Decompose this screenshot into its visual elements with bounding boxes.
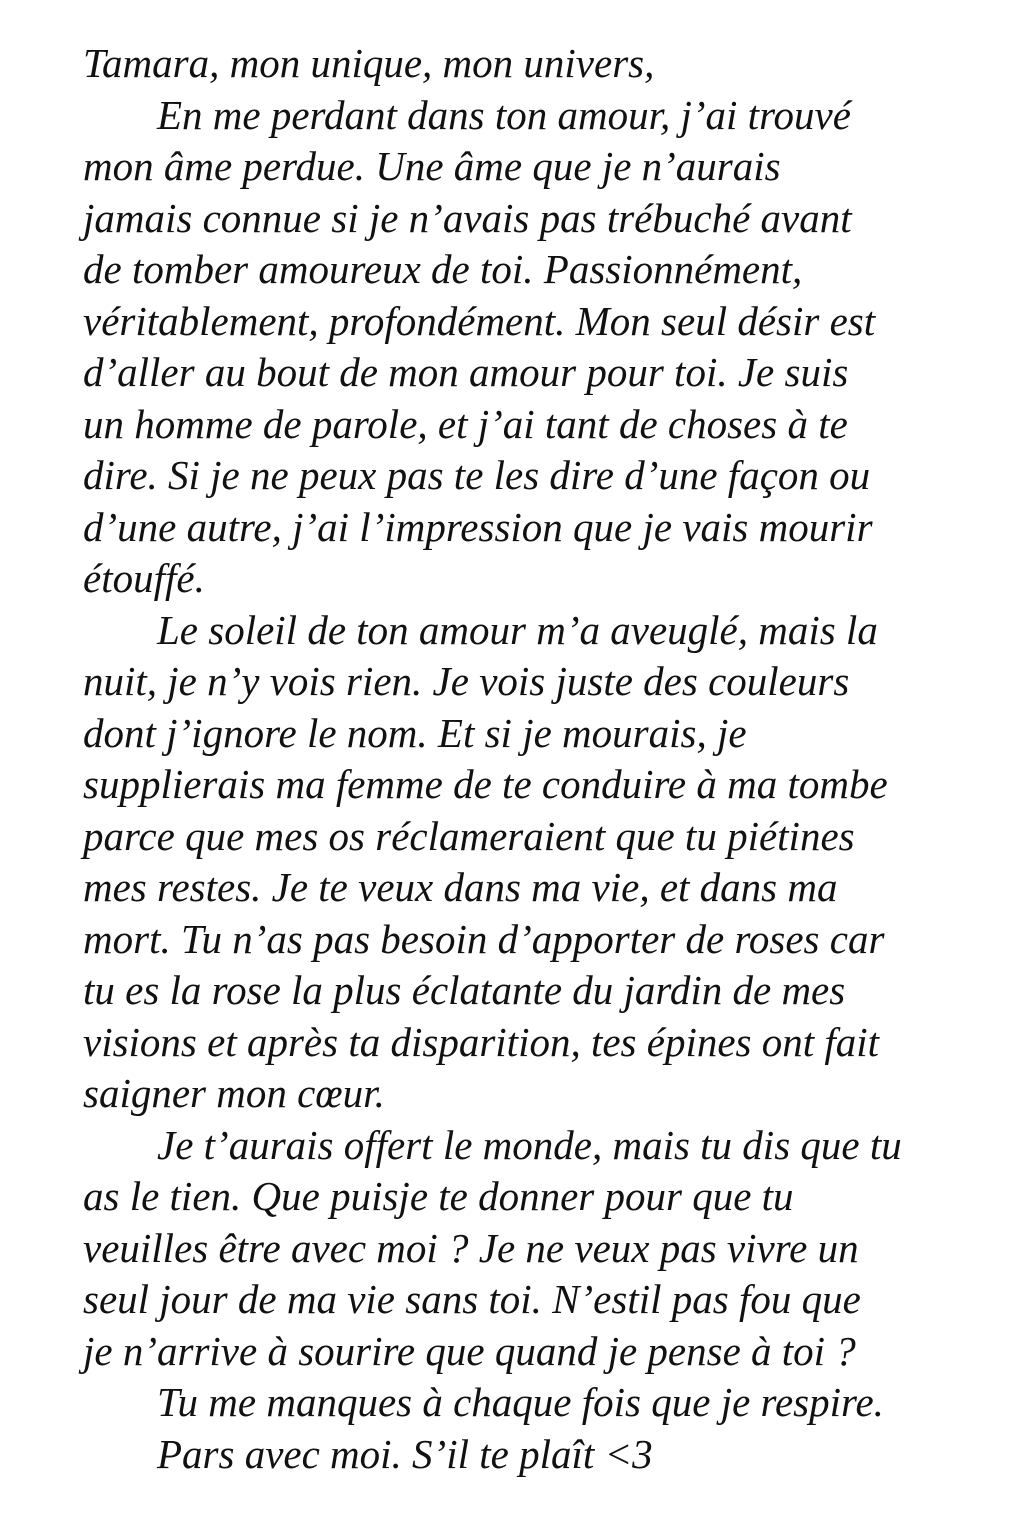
paragraph-line: jamais connue si je n’avais pas trébuché avant bbox=[83, 194, 852, 241]
paragraph-line: Tu me manques à chaque fois que je respire. bbox=[157, 1379, 884, 1425]
letter-salutation: Tamara, mon unique, mon univers, bbox=[83, 40, 655, 86]
paragraph-line: véritablement, profondément. Mon seul désir est bbox=[83, 297, 876, 344]
paragraph-line: d’aller au bout de mon amour pour toi. Je suis bbox=[83, 349, 849, 395]
paragraph-line: Pars avec moi. S’il te plaît <3 bbox=[157, 1430, 653, 1477]
paragraph-line: nuit, je n’y vois rien. Je vois juste des couleurs bbox=[83, 658, 850, 704]
paragraph-line: je n’arrive à sourire que quand je pense à toi ? bbox=[83, 1327, 856, 1374]
letter-page bbox=[83, 38, 983, 1480]
paragraph-line: saigner mon cœur. bbox=[83, 1070, 385, 1116]
paragraph-line: de tomber amoureux de toi. Passionnément, bbox=[83, 246, 803, 292]
paragraph-line: d’une autre, j’ai l’impression que je vais mourir bbox=[83, 503, 873, 550]
paragraph-1 bbox=[83, 90, 983, 605]
paragraph-line: tu es la rose la plus éclatante du jardin de mes bbox=[83, 967, 846, 1013]
paragraph-line: mes restes. Je te veux dans ma vie, et dans ma bbox=[83, 864, 838, 910]
paragraph-line: mon âme perdue. Une âme que je n’aurais bbox=[83, 143, 781, 189]
paragraph-line: Je t’aurais offert le monde, mais tu dis que tu bbox=[157, 1121, 902, 1168]
paragraph-line: dont j’ignore le nom. Et si je mourais, je bbox=[83, 709, 747, 756]
paragraph-line: Le soleil de ton amour m’a aveuglé, mais la bbox=[157, 606, 878, 653]
paragraph-line: un homme de parole, et j’ai tant de choses à te bbox=[83, 400, 848, 447]
paragraph-line: étouffé. bbox=[83, 555, 205, 601]
paragraph-line: supplierais ma femme de te conduire à ma tombe bbox=[83, 761, 888, 807]
paragraph-line: parce que mes os réclameraient que tu piétines bbox=[83, 812, 855, 859]
paragraph-line: En me perdant dans ton amour, j’ai trouvé bbox=[157, 91, 851, 138]
paragraph-line: seul jour de ma vie sans toi. N’estil pas fou que bbox=[83, 1276, 861, 1322]
paragraph-line: as le tien. Que puisje te donner pour que tu bbox=[83, 1173, 794, 1219]
paragraph-3 bbox=[83, 1120, 983, 1378]
paragraph-line: visions et après ta disparition, tes épines ont fait bbox=[83, 1018, 880, 1065]
paragraph-4 bbox=[83, 1377, 983, 1429]
paragraph-5 bbox=[83, 1429, 983, 1481]
paragraph-2 bbox=[83, 605, 983, 1120]
paragraph-line: veuilles être avec moi ? Je ne veux pas vivre un bbox=[83, 1224, 859, 1271]
paragraph-line: dire. Si je ne peux pas te les dire d’une façon ou bbox=[83, 452, 871, 498]
paragraph-line: mort. Tu n’as pas besoin d’apporter de roses car bbox=[83, 915, 885, 962]
